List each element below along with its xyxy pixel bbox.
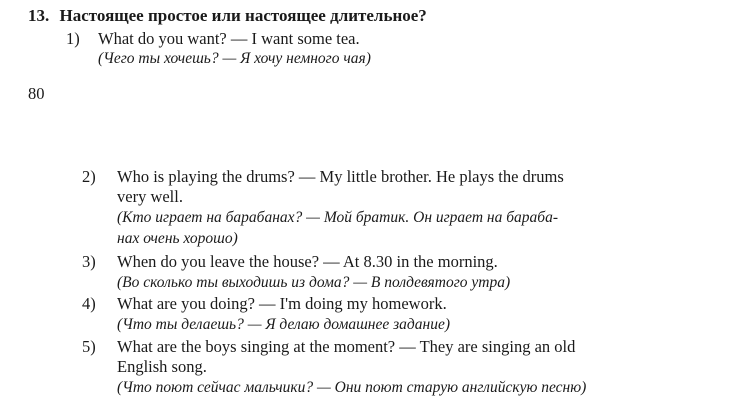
exercise-title: Настоящее простое или настоящее длительное? [59, 6, 427, 25]
item-3-number: 3) [82, 252, 96, 271]
item-2-sentence-line-2: very well. [117, 187, 183, 206]
item-5-sentence-line-2: English song. [117, 357, 207, 376]
exercise-heading [28, 6, 427, 26]
item-1-number: 1) [66, 29, 80, 48]
item-5-number: 5) [82, 337, 96, 356]
item-4-sentence: What are you doing? — I'm doing my homework. [117, 294, 447, 313]
item-4-number: 4) [82, 294, 96, 313]
item-2-sentence-line-1: Who is playing the drums? — My little brother. He plays the drums [117, 167, 564, 186]
item-2-translation-line-1: (Кто играет на барабанах? — Мой братик. Он играет на бараба- [117, 209, 558, 226]
exercise-number: 13. [28, 6, 50, 25]
item-2-translation-line-2: нах очень хорошо) [117, 230, 238, 247]
item-5-translation: (Что поют сейчас мальчики? — Они поют старую английскую песню) [117, 379, 587, 396]
item-4-translation: (Что ты делаешь? — Я делаю домашнее задание) [117, 316, 450, 333]
item-3-sentence: When do you leave the house? — At 8.30 in the morning. [117, 252, 498, 271]
item-1-sentence: What do you want? — I want some tea. [98, 29, 360, 48]
item-2-number: 2) [82, 167, 96, 186]
item-3-translation: (Во сколько ты выходишь из дома? — В полдевятого утра) [117, 274, 511, 291]
item-1-translation: (Чего ты хочешь? — Я хочу немного чая) [98, 50, 371, 67]
page-number: 80 [28, 84, 45, 103]
item-5-sentence-line-1: What are the boys singing at the moment? — They are singing an old [117, 337, 576, 356]
